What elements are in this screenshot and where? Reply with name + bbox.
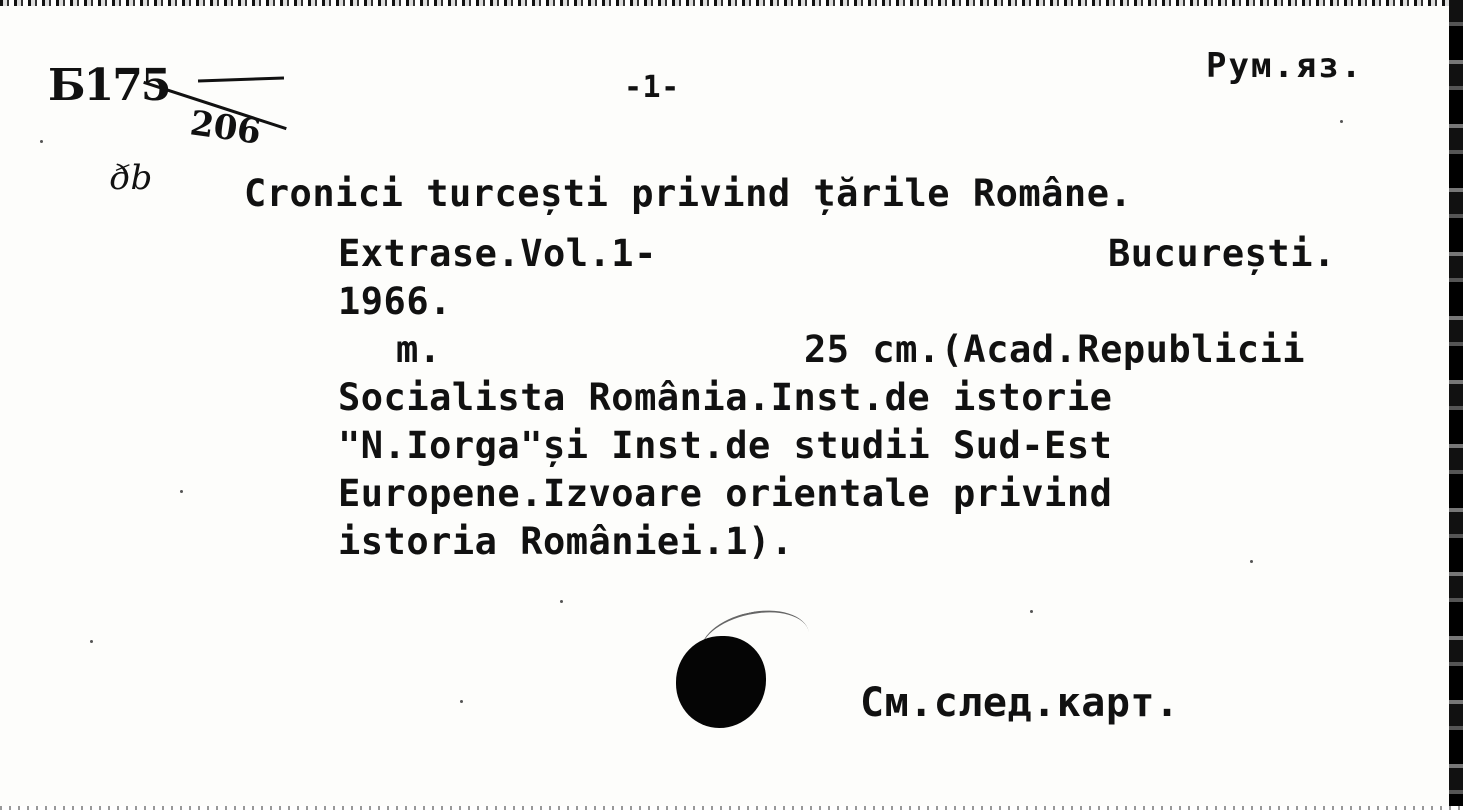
entry-year: 1966. (338, 280, 452, 323)
entry-series-line: istoria României.1). (338, 520, 794, 563)
scan-speck (40, 140, 43, 143)
entry-size-series: 25 cm.(Acad.Republicii (804, 328, 1306, 371)
punch-hole (676, 636, 766, 728)
scan-speck (90, 640, 93, 643)
entry-series-line: Europene.Izvoare orientale privind (338, 472, 1113, 515)
scan-speck (180, 490, 183, 493)
language-code: Рум.яз. (1206, 46, 1364, 86)
see-next-card: См.след.карт. (860, 680, 1180, 726)
page-number: -1- (624, 70, 680, 105)
entry-pages: m. (396, 328, 442, 371)
entry-title: Cronici turcești privind țările Române. (244, 172, 1133, 215)
entry-series-line: "N.Iorga"și Inst.de studii Sud-Est (338, 424, 1113, 467)
card-right-edge (1449, 0, 1463, 810)
handwritten-mark: ðb (110, 158, 153, 198)
shelfmark-underline (198, 77, 284, 83)
entry-extract-volume: Extrase.Vol.1- (338, 232, 657, 275)
scan-speck (1030, 610, 1033, 613)
entry-series-line: Socialista România.Inst.de istorie (338, 376, 1113, 419)
card-bottom-edge (0, 806, 1463, 810)
scan-speck (560, 600, 563, 603)
scan-speck (1340, 120, 1343, 123)
scan-speck (460, 700, 463, 703)
shelfmark-sub: 206 (187, 103, 264, 153)
shelfmark-main: Б175 (48, 60, 170, 111)
card-top-edge (0, 0, 1463, 6)
entry-place: București. (1108, 232, 1336, 275)
scan-speck (1250, 560, 1253, 563)
